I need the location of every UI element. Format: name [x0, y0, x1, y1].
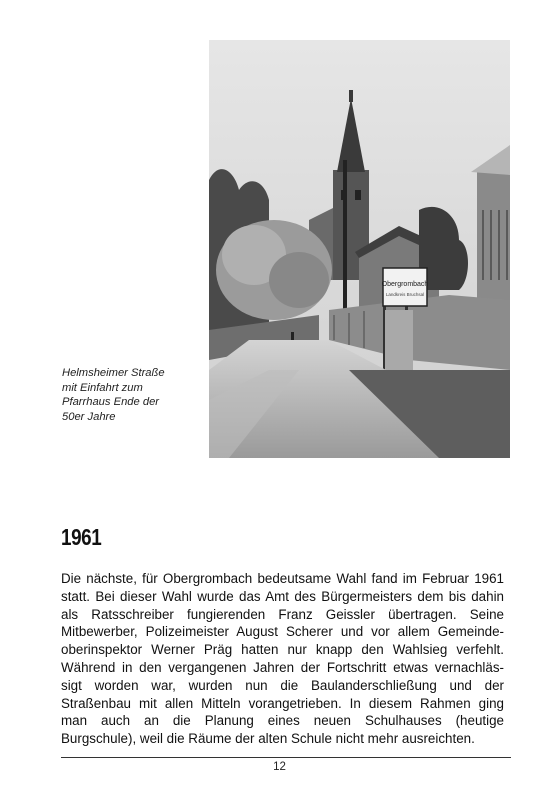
section-heading: 1961 [61, 524, 102, 550]
caption-line: Helmsheimer Straße [62, 367, 165, 379]
paragraph-line: Mitbewerber, Polizeimeister August Scherer und vor allem Gemeinde- [61, 624, 504, 640]
town-sign-title: Obergrombach [381, 281, 429, 288]
paragraph-line: statt. Bei dieser Wahl wurde das Amt des Bürgermeisters dem bis dahin [61, 588, 504, 604]
street-photo-image [209, 40, 510, 458]
paragraph-line: sigt worden war, wurden nun die Baulanderschließung und der [61, 677, 504, 693]
paragraph-line: oberinspektor Werner Präg hatten nur knapp den Wahlsieg verfehlt. [61, 642, 504, 658]
town-sign-subtitle: Landkreis Bruchsal [385, 292, 425, 297]
body-paragraph [61, 570, 504, 748]
page-number: 12 [273, 761, 286, 773]
caption-line: Pfarrhaus Ende der [62, 396, 160, 408]
caption-line: 50er Jahre [62, 410, 116, 423]
paragraph-line: Burgschule), weil die Räume der alten Schule nicht mehr ausreichten. [61, 731, 475, 747]
photo-caption [62, 366, 202, 424]
paragraph-line: Die nächste, für Obergrombach bedeutsame Wahl fand im Februar 1961 [61, 571, 504, 586]
caption-line: mit Einfahrt zum [62, 381, 143, 394]
paragraph-line: Während in den vergangenen Jahren der Fortschritt etwas vernachläs- [61, 659, 504, 675]
paragraph-line: man auch an die Planung eines neuen Schulhauses (heutige [61, 713, 504, 729]
footer-divider [61, 757, 511, 758]
street-photo [209, 40, 510, 458]
paragraph-line: Straßenbau mit allen Mitteln vorangetrieben. In diesem Rahmen ging [61, 695, 504, 711]
paragraph-line: als Ratsschreiber fungierenden Franz Geissler übertragen. Seine [61, 606, 504, 622]
